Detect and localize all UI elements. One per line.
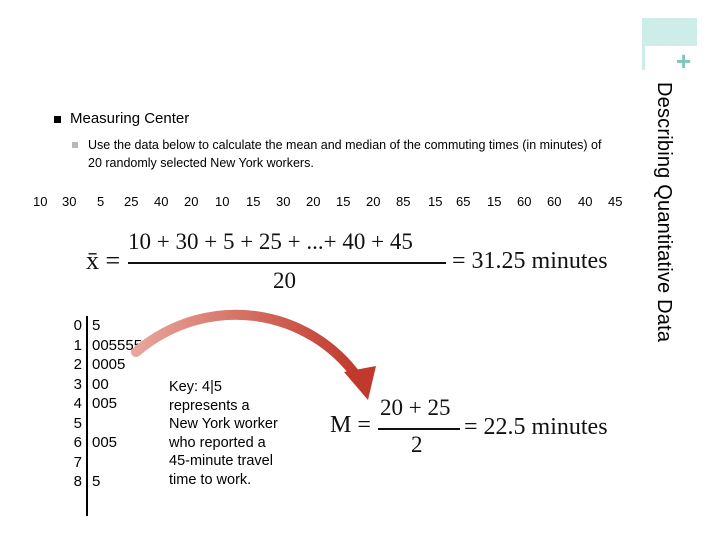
leaf-value: 00 (92, 375, 109, 393)
heading: Measuring Center (70, 110, 190, 127)
mean-fraction-bar (128, 262, 446, 264)
leaf-value (92, 453, 142, 473)
data-value: 65 (456, 194, 471, 209)
data-value: 60 (517, 194, 532, 209)
stem-value: 8 (73, 473, 82, 490)
accent-line (642, 46, 645, 70)
leaf-value: 005 (92, 395, 118, 412)
data-value: 40 (154, 194, 169, 209)
data-value: 20 (184, 194, 199, 209)
mean-numerator: 10 + 30 + 5 + 25 + ...+ 40 + 45 (128, 229, 413, 254)
median-numerator: 20 + 25 (380, 395, 451, 420)
stem-value: 5 (73, 414, 82, 432)
data-value: 60 (547, 194, 562, 209)
data-value: 20 (366, 194, 381, 209)
data-value: 20 (306, 194, 321, 209)
stem-value: 0 (73, 317, 82, 334)
stem-value: 2 (73, 356, 82, 373)
data-value: 15 (487, 194, 502, 209)
stemplot-key: Key: 4|5 represents a New York worker who reported a 45-minute travel time to work. (169, 379, 278, 488)
mean-denominator: 20 (273, 268, 296, 293)
median-result: = 22.5 minutes (464, 414, 608, 440)
data-value: 10 (33, 194, 48, 209)
median-fraction-bar (378, 428, 460, 430)
stem-value: 1 (73, 336, 82, 354)
stemplot-stems (60, 316, 82, 492)
leaf-value: 5 (92, 317, 101, 334)
accent-block (642, 18, 697, 46)
stem-value: 4 (73, 395, 82, 412)
data-value: 30 (276, 194, 291, 209)
data-value: 45 (608, 194, 623, 209)
sub-bullet-icon (72, 142, 78, 148)
plus-icon: + (676, 46, 692, 76)
stem-value: 6 (73, 434, 82, 451)
mean-lhs: x̄ = (86, 246, 121, 275)
stemplot-divider (86, 316, 88, 516)
data-value: 30 (62, 194, 77, 209)
leaf-value: 5 (92, 473, 101, 490)
leaf-value: 005555 (92, 336, 143, 354)
mean-result: = 31.25 minutes (452, 248, 608, 274)
leaf-value: 005 (92, 434, 118, 451)
stem-value: 7 (73, 453, 82, 471)
slide-section-title: Describing Quantitative Data (653, 82, 675, 343)
data-value: 5 (97, 194, 105, 209)
data-value: 25 (124, 194, 139, 209)
data-value: 15 (336, 194, 351, 209)
median-lhs: M = (330, 412, 371, 438)
bullet-icon (54, 116, 61, 123)
data-value: 10 (215, 194, 230, 209)
instruction-text: Use the data below to calculate the mean and median of the commuting times (in minutes) of 20 randomly selected New York workers. (88, 138, 602, 170)
leaf-value: 0005 (92, 356, 126, 373)
data-value: 15 (428, 194, 443, 209)
data-value: 40 (578, 194, 593, 209)
data-value: 15 (246, 194, 261, 209)
stem-value: 3 (73, 375, 82, 393)
median-denominator: 2 (411, 432, 423, 457)
data-value: 85 (396, 194, 411, 209)
